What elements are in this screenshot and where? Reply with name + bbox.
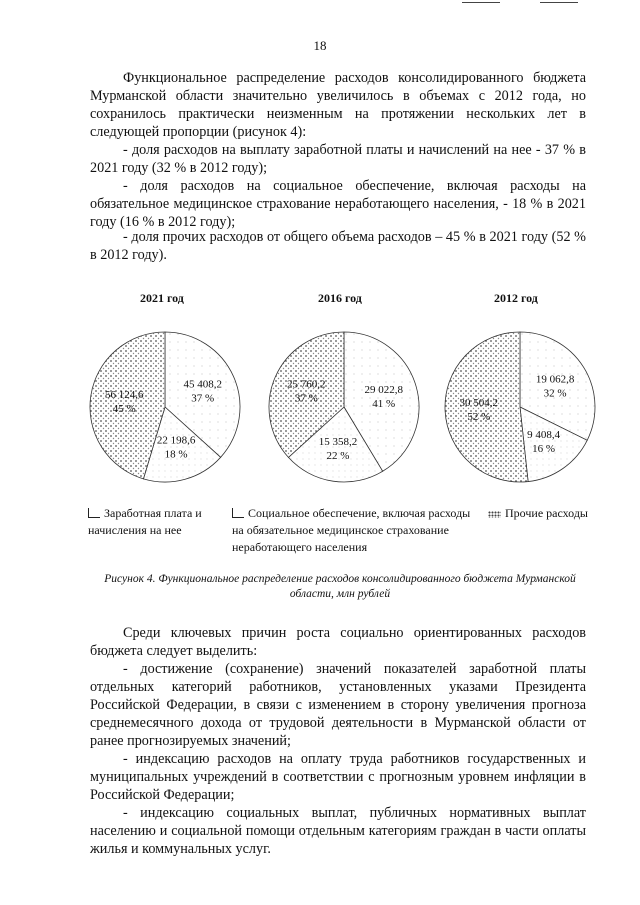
reasons-intro: Среди ключевых причин роста социально ориентированных расходов бюджета следует выделить: (90, 625, 586, 659)
pie-pct-label-other-2: 52 % (467, 411, 491, 424)
legend-label-other: Прочие расходы (505, 506, 588, 520)
pie-pct-label-other-0: 45 % (112, 403, 136, 415)
pie-pct-label-social-2: 16 % (532, 442, 556, 455)
reason-3: - индексацию социальных выплат, публичных нормативных выплат населению и социальной помощи отдельным категориям граждан в части оплаты жилья и коммунальных услуг. (90, 805, 586, 857)
pie-value-label-other-2: 30 504,2 (459, 397, 499, 410)
legend-social (232, 505, 482, 556)
chart-title-2021: 2021 год (140, 291, 184, 305)
pie-value-label-social-1: 15 358,2 (318, 435, 358, 448)
reason-2: - индексацию расходов на оплату труда работников государственных и муниципальных учреждений в соответствии с прогнозным уровнем инфляции в Российской Федерации; (90, 751, 586, 803)
bullet-social: - доля расходов на социальное обеспечение, включая расходы на обязательное медицинское страхование неработающего населения, - 18 % в 2021 году (16 % в 2012 году); (90, 178, 586, 230)
legend-other (488, 505, 608, 522)
bullet-salary: - доля расходов на выплату заработной платы и начислений на нее - 37 % в 2021 году (32 % в 2012 году); (90, 142, 586, 176)
legend-label-social: Социальное обеспечение, включая расходы на обязательное медицинское страхование неработающего населения (232, 506, 471, 554)
legend-label-salary: Заработная плата и начисления на нее (88, 506, 202, 537)
bullet-other: - доля прочих расходов от общего объема расходов – 45 % в 2021 году (52 % в 2012 году). (90, 229, 586, 263)
pie-pct-label-other-1: 37 % (294, 392, 318, 405)
pie-pct-label-salary-1: 41 % (372, 398, 396, 410)
top-rule-1 (462, 2, 500, 3)
pie-pct-label-social-1: 22 % (326, 449, 350, 462)
chart-title-2012: 2012 год (494, 291, 538, 305)
top-rule-2 (540, 2, 578, 3)
pie-pct-label-salary-0: 37 % (191, 392, 215, 405)
legend-swatch-social (232, 508, 244, 518)
pie-value-label-other-1: 25 760,2 (287, 378, 326, 391)
page-number: 18 (313, 38, 327, 53)
intro-paragraph: Функциональное распределение расходов консолидированного бюджета Мурманской области значительно увеличилось в объемах с 2012 года, но сохранилось практически неизменным на протяжении нескольких лет в следующей пропорции (рисунок 4): (90, 70, 586, 140)
pie-value-label-salary-1: 29 022,8 (364, 384, 403, 396)
pie-value-label-social-0: 22 198,6 (156, 434, 196, 447)
pie-value-label-social-2: 9 408,4 (527, 428, 561, 441)
reason-1: - достижение (сохранение) значений показателей заработной платы отдельных категорий работников, установленных указами Президента Российской Федерации, в связи с изменением в сторону увеличения прогноза среднемесячного дохода от трудовой деятельности в Мурманской области от ранее прогнозируемых значений; (90, 661, 586, 749)
legend-swatch-salary (88, 508, 100, 518)
pie-pct-label-social-0: 18 % (164, 448, 188, 461)
legend-salary (88, 505, 233, 539)
pie-pct-label-salary-2: 32 % (543, 387, 567, 400)
pie-value-label-salary-2: 19 062,8 (535, 373, 575, 386)
figure-caption: Рисунок 4. Функциональное распределение расходов консолидированного бюджета Мурманской области, млн рублей (104, 573, 576, 600)
chart-title-2016: 2016 год (318, 291, 362, 305)
pie-value-label-other-0: 56 124,6 (104, 389, 144, 401)
pie-value-label-salary-0: 45 408,2 (183, 378, 222, 391)
pie-charts (0, 300, 640, 500)
legend-swatch-other (488, 511, 501, 518)
